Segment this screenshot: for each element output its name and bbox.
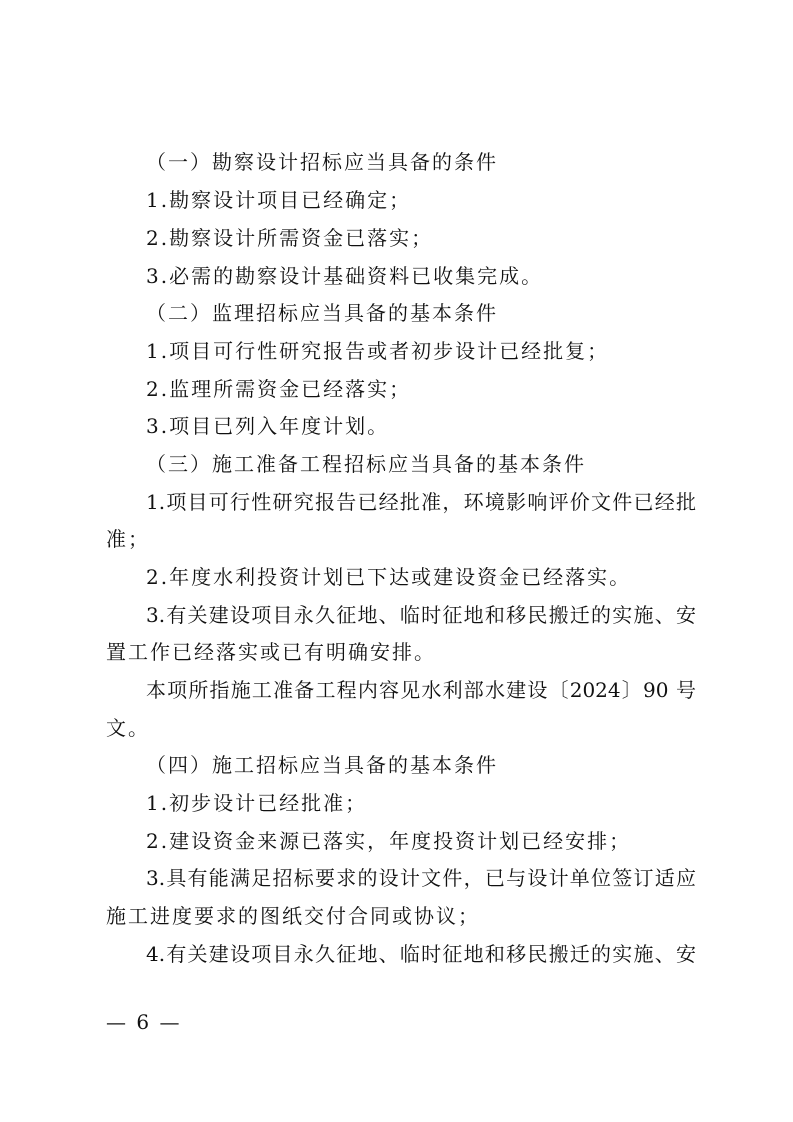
paragraph-line: 3.有关建设项目永久征地、临时征地和移民搬迁的实施、安 (146, 603, 696, 627)
paragraph-line: 3.项目已列入年度计划。 (146, 414, 390, 438)
paragraph-line: 本项所指施工准备工程内容见水利部水建设〔2024〕90 号 (146, 678, 696, 702)
paragraph-line: 2.建设资金来源已落实，年度投资计划已经安排； (146, 829, 632, 853)
paragraph-line-continuation: 施工进度要求的图纸交付合同或协议； (106, 904, 480, 928)
paragraph-line: 1.项目可行性研究报告或者初步设计已经批复； (146, 339, 610, 363)
section-heading-3: （三）施工准备工程招标应当具备的基本条件 (146, 452, 586, 476)
section-heading-2: （二）监理招标应当具备的基本条件 (146, 301, 498, 325)
paragraph-line-continuation: 文。 (106, 716, 150, 740)
paragraph-line-continuation: 准； (106, 527, 150, 551)
paragraph-line: 4.有关建设项目永久征地、临时征地和移民搬迁的实施、安 (146, 942, 696, 966)
paragraph-line: 3.必需的勘察设计基础资料已收集完成。 (146, 264, 544, 288)
section-heading-4: （四）施工招标应当具备的基本条件 (146, 753, 498, 777)
paragraph-line: 2.年度水利投资计划已下达或建设资金已经落实。 (146, 565, 632, 589)
paragraph-line-continuation: 置工作已经落实或已有明确安排。 (106, 640, 436, 664)
paragraph-line: 1.初步设计已经批准； (146, 791, 368, 815)
section-heading-1: （一）勘察设计招标应当具备的条件 (146, 150, 498, 174)
paragraph-line: 1.项目可行性研究报告已经批准，环境影响评价文件已经批 (146, 490, 696, 514)
paragraph-line: 3.具有能满足招标要求的设计文件，已与设计单位签订适应 (146, 866, 696, 890)
paragraph-line: 2.勘察设计所需资金已落实； (146, 226, 434, 250)
paragraph-line: 1.勘察设计项目已经确定； (146, 188, 412, 212)
page-number: — 6 — (106, 1010, 182, 1034)
paragraph-line: 2.监理所需资金已经落实； (146, 377, 412, 401)
